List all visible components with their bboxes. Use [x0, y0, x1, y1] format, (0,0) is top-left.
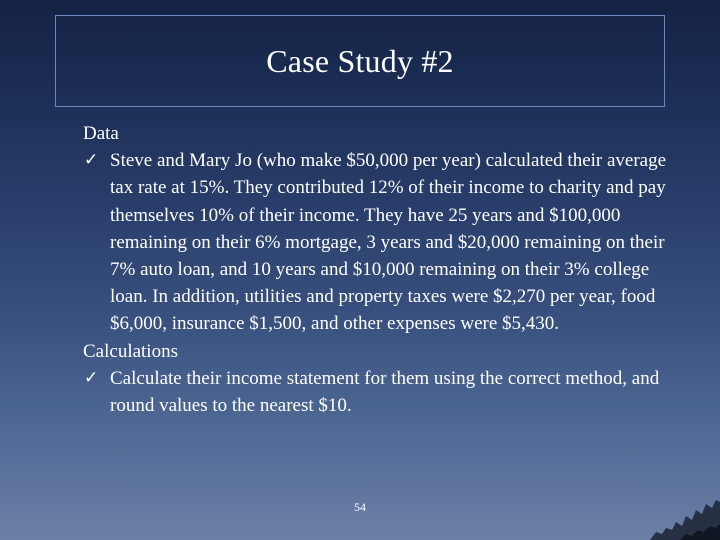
bullet-item-calculations: [83, 365, 683, 419]
section-heading-calculations: Calculations: [83, 340, 178, 362]
page-number: 54: [354, 500, 366, 514]
bullet-item-data: [83, 147, 683, 337]
slide-title: Case Study #2: [266, 42, 454, 79]
check-icon: ✓: [84, 367, 99, 388]
title-box: [55, 15, 665, 107]
bullet-text-data: Steve and Mary Jo (who make $50,000 per year) calculated their average tax rate at 15%. They contributed 12% of their income to charity and pay themselves 10% of their income. They have 25 years and $100,000 remaining on their 6% mortgage, 3 years and $20,000 remaining on their 7% auto loan, and 10 years and $10,000 remaining on their 3% college loan. In addition, utilities and property taxes were $2,270 per year, food $6,000, insurance $1,500, and other expenses were $5,430.: [110, 150, 667, 335]
check-icon: ✓: [84, 150, 99, 171]
slide-content: [83, 120, 683, 419]
section-heading-data: Data: [83, 123, 119, 144]
tree-silhouette-image: [650, 470, 720, 540]
bullet-text-calculations: Calculate their income statement for them using the correct method, and round values to the nearest $10.: [110, 367, 660, 417]
